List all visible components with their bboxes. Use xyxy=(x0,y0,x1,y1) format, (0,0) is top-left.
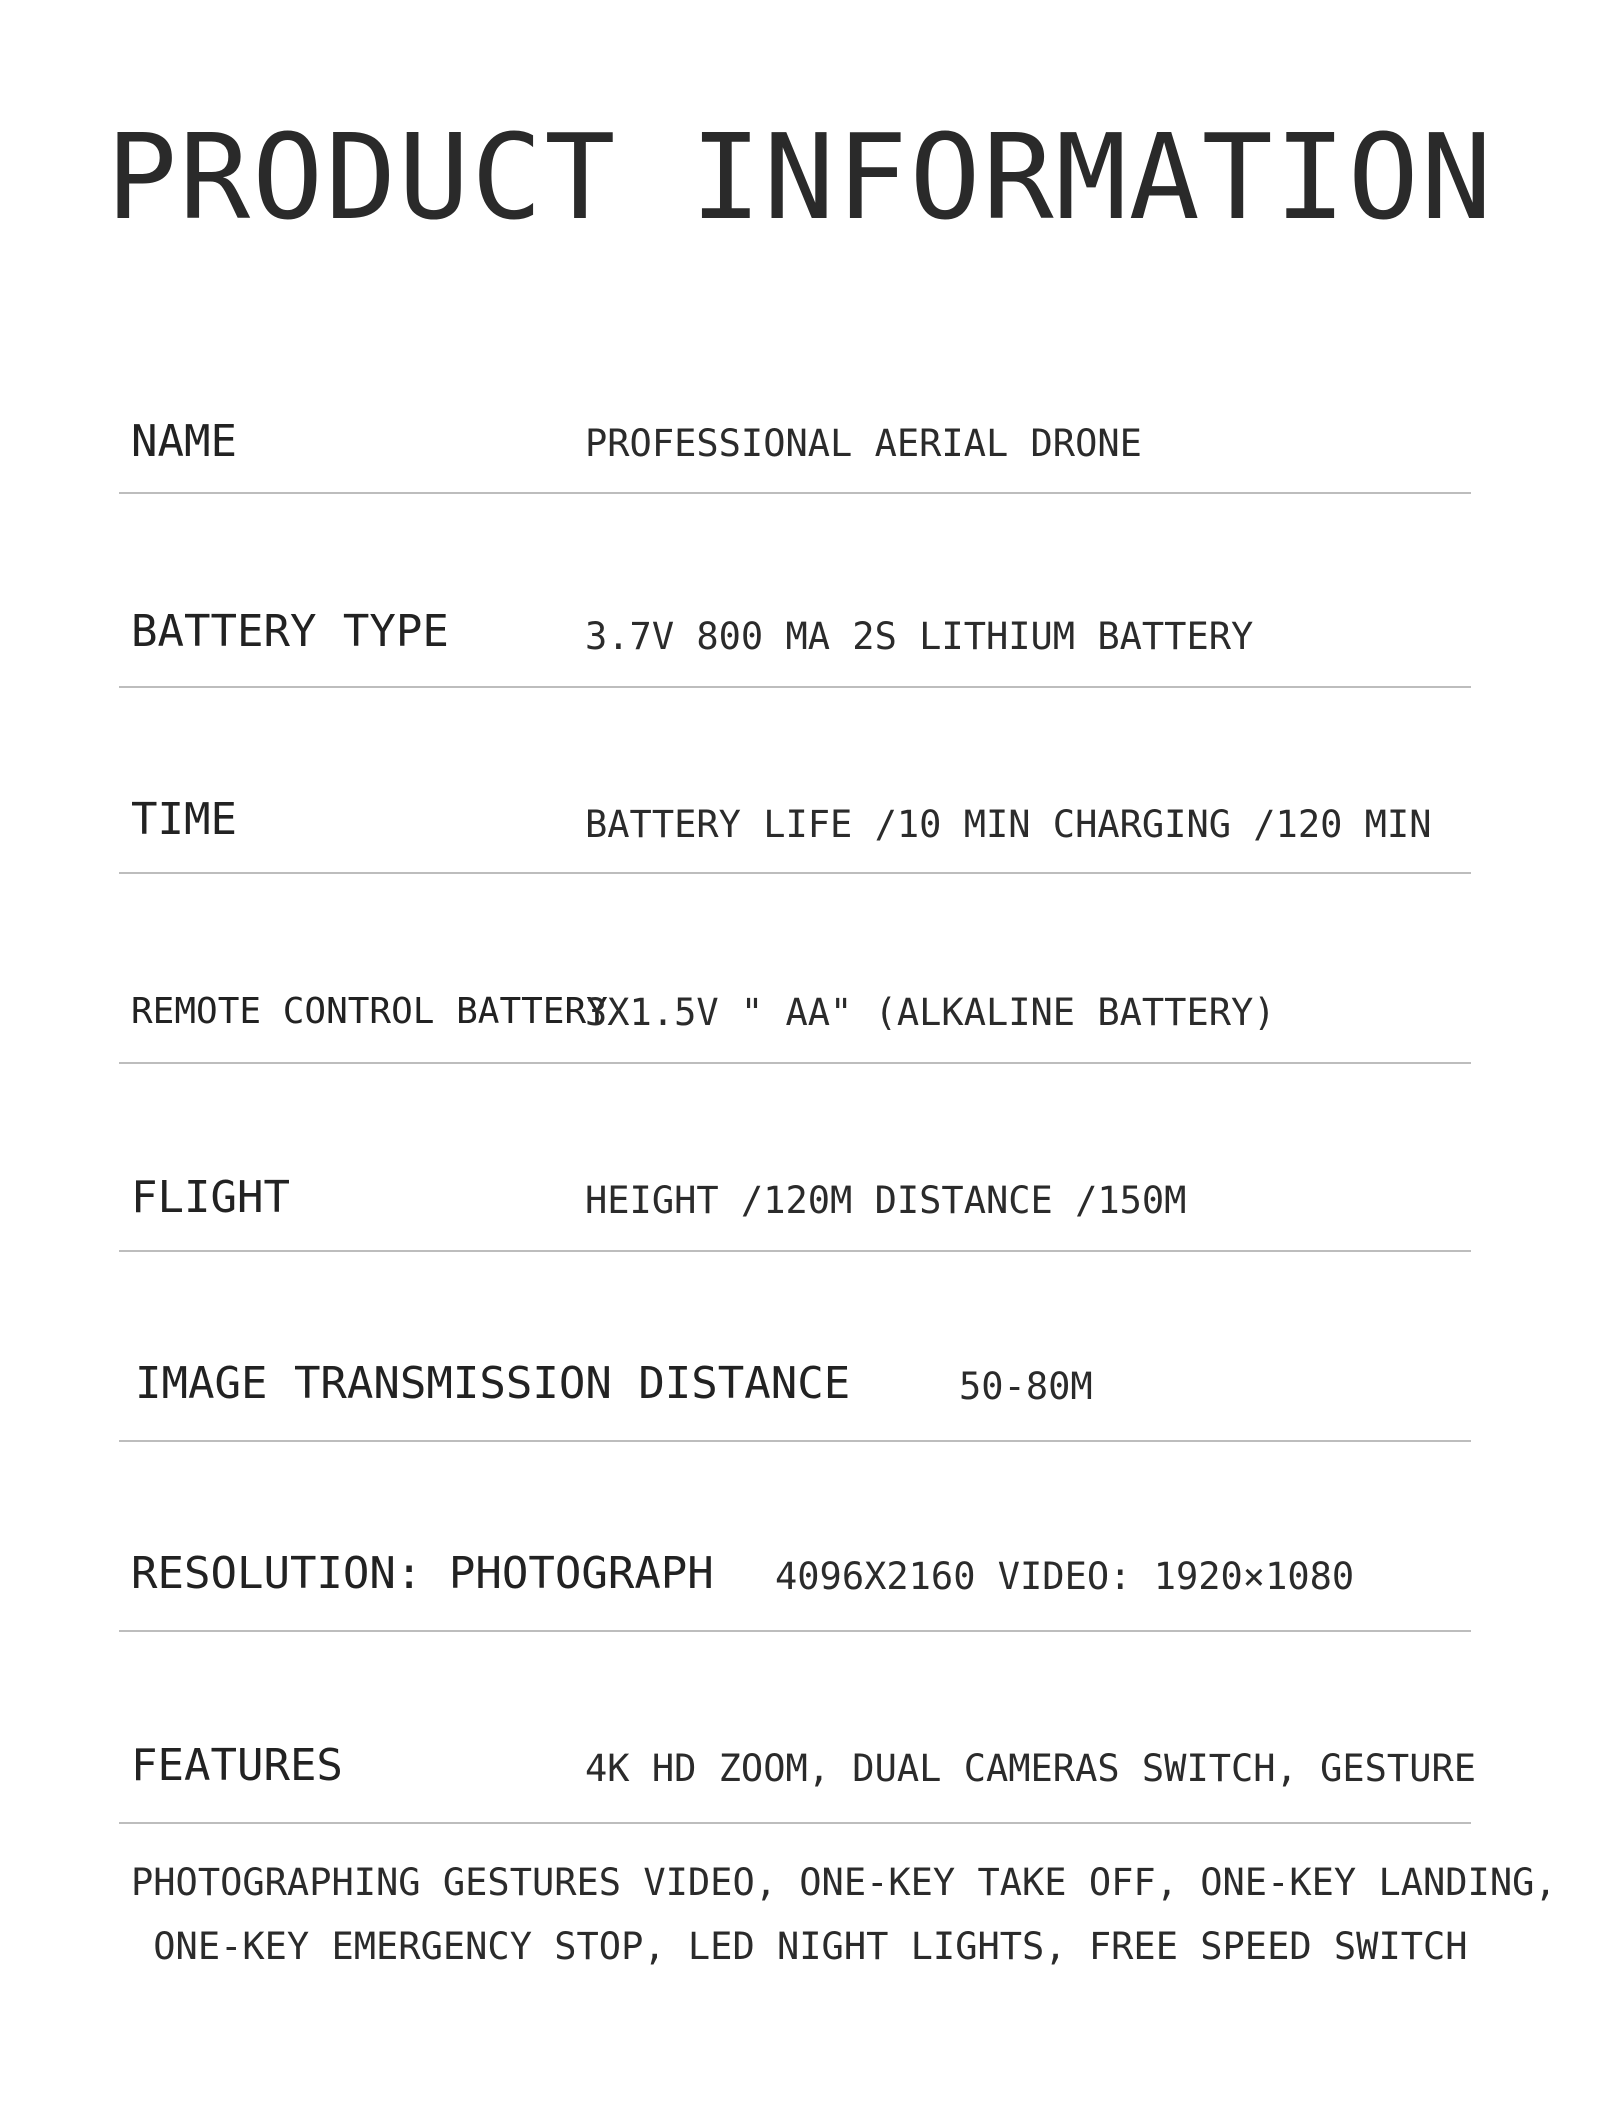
spec-row-time xyxy=(119,770,1471,874)
spec-label-battery-type: BATTERY TYPE xyxy=(131,606,449,657)
spec-value-time: BATTERY LIFE /10 MIN CHARGING /120 MIN xyxy=(585,803,1432,846)
spec-value-flight: HEIGHT /120M DISTANCE /150M xyxy=(585,1179,1187,1222)
spec-row-flight xyxy=(119,1146,1471,1252)
spec-label-time: TIME xyxy=(131,794,237,845)
spec-value-image-transmission: 50-80M xyxy=(959,1365,1093,1408)
spec-row-image-transmission xyxy=(119,1334,1471,1442)
spec-value-remote-control-battery: 3X1.5V " AA" (ALKALINE BATTERY) xyxy=(585,991,1276,1034)
features-line-2: ONE-KEY EMERGENCY STOP, LED NIGHT LIGHTS, FREE SPEED SWITCH xyxy=(131,1925,1468,1968)
spec-label-flight: FLIGHT xyxy=(131,1172,290,1223)
spec-value-name: PROFESSIONAL AERIAL DRONE xyxy=(585,422,1142,465)
spec-label-resolution: RESOLUTION: PHOTOGRAPH xyxy=(131,1548,714,1599)
spec-row-resolution xyxy=(119,1524,1471,1632)
spec-value-resolution: 4096X2160 VIDEO: 1920×1080 xyxy=(775,1555,1355,1598)
spec-label-name: NAME xyxy=(131,416,237,467)
spec-label-image-transmission: IMAGE TRANSMISSION DISTANCE xyxy=(135,1358,851,1409)
spec-label-features: FEATURES xyxy=(131,1740,343,1791)
spec-value-battery-type: 3.7V 800 MA 2S LITHIUM BATTERY xyxy=(585,615,1254,658)
spec-row-name xyxy=(119,380,1471,494)
spec-row-features xyxy=(119,1714,1477,1824)
spec-row-remote-control-battery xyxy=(119,958,1471,1064)
spec-value-features: 4K HD ZOOM, DUAL CAMERAS SWITCH, GESTURE xyxy=(585,1747,1477,1790)
features-line-1: PHOTOGRAPHING GESTURES VIDEO, ONE-KEY TAKE OFF, ONE-KEY LANDING, xyxy=(131,1861,1557,1904)
spec-row-battery-type xyxy=(119,574,1471,688)
spec-label-remote-control-battery: REMOTE CONTROL BATTERY xyxy=(131,991,608,1032)
page-title: PRODUCT INFORMATION xyxy=(106,108,1494,246)
